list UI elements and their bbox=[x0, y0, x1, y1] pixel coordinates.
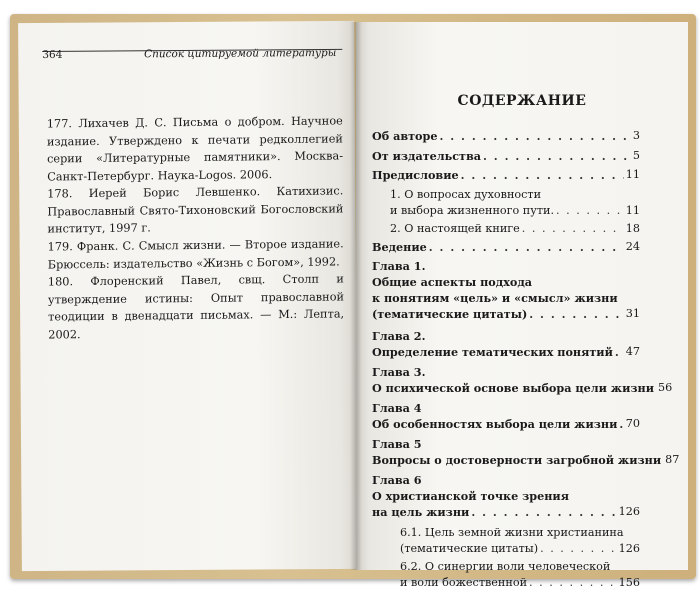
toc-label: Вопросы о достоверности загробной жизни bbox=[372, 453, 662, 468]
toc-page-number: 11 bbox=[625, 203, 640, 217]
page-number: 364 bbox=[42, 48, 63, 62]
toc-label-line: Общие аспекты подхода bbox=[372, 275, 533, 290]
bibliography-entry: 177. Лихачев Д. С. Письма о добром. Научное издание. Утверждено к печати редколлегией серии «Литературные памятники». Москва-Санкт-Петербург. Наука-Logos. 2006. bbox=[46, 114, 344, 184]
bibliography-list bbox=[47, 113, 345, 344]
toc-page-number: 156 bbox=[618, 576, 640, 590]
toc-leader-dots bbox=[529, 306, 624, 322]
toc-entry-line bbox=[372, 148, 640, 164]
toc-leader-dots bbox=[429, 239, 624, 255]
toc-label-line: 6.1. Цель земной жизни христианина bbox=[400, 526, 624, 540]
toc-page-number: 87 bbox=[665, 453, 680, 467]
toc-label: 2. О настоящей книге bbox=[390, 222, 520, 235]
toc-leader-dots bbox=[615, 344, 624, 360]
toc-label: на цель жизни bbox=[372, 505, 470, 520]
toc-label: Предисловие bbox=[372, 168, 459, 183]
toc-item bbox=[372, 436, 680, 468]
bibliography-entry: 179. Франк. С. Смысл жизни. — Второе издание. Брюссель: издательство «Жизнь с Богом», 1992. bbox=[47, 237, 344, 272]
toc-label-line: 6.2. О синергии воли человеческой bbox=[400, 560, 611, 574]
toc-label-line: Глава 1. bbox=[372, 259, 426, 274]
toc-item bbox=[372, 128, 640, 144]
toc-leader-dots bbox=[461, 167, 624, 183]
toc-entry-line bbox=[372, 416, 640, 432]
toc-label: Об особенностях выбора цели жизни bbox=[372, 417, 618, 431]
toc-item bbox=[372, 167, 640, 183]
toc-item bbox=[372, 258, 640, 322]
toc-page-number: 11 bbox=[625, 168, 640, 182]
toc-entry-line bbox=[372, 203, 640, 219]
toc-label-line: Глава 3. bbox=[372, 364, 426, 379]
toc-entry-line bbox=[372, 380, 673, 396]
toc-item bbox=[372, 328, 640, 360]
toc-title: СОДЕРЖАНИЕ bbox=[457, 93, 587, 109]
toc-page-number: 18 bbox=[625, 222, 640, 235]
toc-item bbox=[372, 472, 640, 520]
bibliography-entry: 180. Флоренский Павел, свщ. Столп и утверждение истины: Опыт православной теодиции в двенадцати письмах. — М.: Лепта, 2002. bbox=[47, 272, 345, 342]
toc-entry-line bbox=[372, 306, 640, 322]
toc-entry-line bbox=[372, 541, 640, 557]
toc-item bbox=[372, 239, 640, 255]
toc-leader-dots bbox=[556, 203, 624, 219]
bibliography-entry: 178. Иерей Борис Левшенко. Катихизис. Православный Свято-Тихоновский Богословский институт, 1997 г. bbox=[47, 184, 344, 237]
toc-leader-dots bbox=[439, 128, 630, 144]
running-head-title: Список цитируемой литературы bbox=[144, 46, 337, 61]
toc-leader-dots bbox=[529, 575, 617, 591]
toc-page-number: 126 bbox=[618, 505, 640, 519]
toc-page-number: 5 bbox=[632, 148, 640, 162]
toc-entry-line bbox=[372, 575, 640, 591]
toc-leader-dots bbox=[483, 148, 631, 164]
toc-entry-line bbox=[372, 239, 640, 255]
toc-label: (тематические цитаты) bbox=[400, 542, 539, 556]
toc-item bbox=[372, 559, 640, 591]
toc-page-number: 24 bbox=[625, 239, 640, 253]
toc-page-number: 126 bbox=[618, 542, 640, 556]
toc-label-line: Глава 4 bbox=[372, 401, 422, 415]
toc-leader-dots bbox=[471, 504, 616, 520]
toc-page-number: 70 bbox=[625, 417, 640, 430]
running-head bbox=[42, 46, 342, 62]
toc-label: и выбора жизненного пути. bbox=[390, 203, 555, 217]
toc-page-number: 56 bbox=[658, 380, 673, 394]
toc-label: Ведение bbox=[372, 239, 427, 254]
book-gutter bbox=[350, 22, 362, 570]
toc-entry-line bbox=[372, 504, 640, 520]
toc-leader-dots bbox=[522, 221, 624, 237]
toc-entry-line bbox=[372, 452, 680, 468]
toc-entry-line bbox=[372, 128, 640, 144]
toc-label: Об авторе bbox=[372, 129, 438, 143]
toc-label: От издательства bbox=[372, 148, 482, 163]
left-page bbox=[18, 21, 358, 571]
toc-entry-line bbox=[372, 221, 640, 237]
toc-label: Определение тематических понятий bbox=[372, 344, 613, 359]
toc-item bbox=[372, 525, 640, 557]
toc-label-line: к понятиям «цель» и «смысл» жизни bbox=[372, 291, 618, 306]
toc-page-number: 31 bbox=[625, 307, 640, 321]
toc-item bbox=[372, 364, 673, 396]
toc-item bbox=[372, 148, 640, 164]
toc-entry-line bbox=[372, 167, 640, 183]
toc-item bbox=[372, 187, 640, 219]
toc-item bbox=[372, 400, 640, 432]
toc-item bbox=[372, 221, 640, 237]
toc-label-line: Глава 2. bbox=[372, 328, 426, 343]
toc-label-line: Глава 5 bbox=[372, 437, 422, 452]
toc-label: (тематические цитаты) bbox=[372, 307, 528, 322]
toc-leader-dots bbox=[540, 541, 617, 557]
toc-label-line: О христианской точке зрения bbox=[372, 489, 569, 504]
toc-leader-dots bbox=[619, 416, 623, 432]
toc-label: О психической основе выбора цели жизни bbox=[372, 380, 655, 395]
toc-label-line: Глава 6 bbox=[372, 473, 422, 488]
toc-entry-line bbox=[372, 344, 640, 360]
toc-page-number: 3 bbox=[632, 129, 640, 142]
toc-label: и воли божественной bbox=[400, 576, 528, 590]
toc-label-line: 1. О вопросах духовности bbox=[390, 187, 542, 201]
toc-page-number: 47 bbox=[625, 344, 640, 358]
